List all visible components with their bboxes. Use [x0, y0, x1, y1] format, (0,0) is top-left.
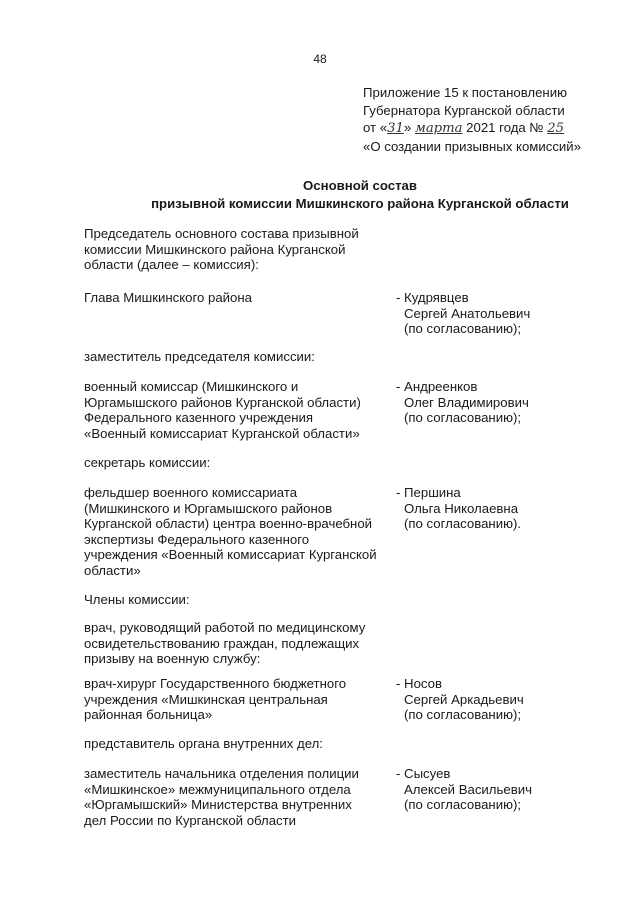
appendix-line-4: «О создании призывных комиссий» — [363, 138, 581, 154]
person-note: (по согласованию); — [404, 321, 522, 336]
text-line: области» — [84, 562, 141, 578]
text-line: районная больница» — [84, 707, 213, 722]
entry-person — [396, 379, 596, 426]
person-surname: - Кудрявцев — [396, 290, 469, 305]
text-line: «Юргамышский» Министерства внутренних — [84, 797, 352, 812]
text-line: учреждения «Военный комиссариат Курганской — [84, 547, 377, 562]
person-note: (по согласованию); — [404, 410, 522, 425]
text-line: Юргамышского районов Курганской области) — [84, 394, 361, 410]
text-line: Глава Мишкинского района — [84, 290, 252, 305]
person-note: (по согласованию); — [404, 797, 522, 812]
text-line: Председатель основного состава призывной — [84, 226, 359, 241]
entry-left — [84, 766, 396, 828]
text-line: Члены комиссии: — [84, 592, 190, 607]
person-name: Сергей Анатольевич — [404, 305, 531, 321]
text-line: области (далее – комиссия): — [84, 257, 259, 272]
entry-person — [396, 485, 596, 532]
text-line: фельдшер военного комиссариата — [84, 485, 298, 500]
person-surname: - Носов — [396, 676, 442, 691]
text-line: учреждения «Мишкинская центральная — [84, 691, 328, 707]
person-note: (по согласованию). — [404, 516, 522, 531]
entry-person — [396, 766, 596, 813]
person-name: Алексей Васильевич — [404, 781, 532, 797]
appendix-line-1: Приложение 15 к постановлению — [363, 85, 567, 100]
appendix-date-line — [363, 119, 633, 138]
text-line: освидетельствованию граждан, подлежащих — [84, 635, 360, 651]
entry-left — [84, 620, 396, 667]
person-surname: - Першина — [396, 485, 461, 500]
entry-left — [84, 455, 396, 471]
text-line: Федерального казенного учреждения — [84, 410, 313, 425]
text-line: комиссии Мишкинского района Курганской — [84, 241, 346, 257]
title-line-2: призывной комиссии Мишкинского района Курганской области — [151, 195, 569, 211]
text-line: военный комиссар (Мишкинского и — [84, 379, 299, 394]
entry-left — [84, 349, 396, 365]
person-name: Сергей Аркадьевич — [404, 691, 524, 707]
text-line: «Мишкинское» межмуниципального отдела — [84, 781, 351, 797]
entry-left — [84, 379, 396, 441]
text-line: заместитель начальника отделения полиции — [84, 766, 359, 781]
text-line: представитель органа внутренних дел: — [84, 736, 323, 751]
entry-left — [84, 676, 396, 723]
text-line: (Мишкинского и Юргамышского районов — [84, 500, 333, 516]
date-day-handwritten: 31 — [387, 121, 404, 136]
text-line: врач-хирург Государственного бюджетного — [84, 676, 347, 691]
text-line: Курганской области) центра военно-врачебной — [84, 516, 373, 531]
document-title — [60, 177, 640, 212]
doc-number-handwritten: 25 — [547, 121, 565, 136]
person-name: Ольга Николаевна — [404, 500, 519, 516]
title-line-1: Основной состав — [303, 178, 417, 193]
person-note: (по согласованию); — [404, 707, 522, 722]
date-prefix: от « — [363, 120, 388, 135]
text-line: врач, руководящий работой по медицинскому — [84, 620, 366, 635]
text-line: дел России по Курганской области — [84, 812, 297, 828]
page-number: 48 — [313, 52, 327, 66]
entry-left — [84, 290, 396, 306]
date-mid: » — [403, 120, 412, 135]
text-line: экспертизы Федерального казенного — [84, 531, 310, 547]
date-year: 2021 года № — [466, 120, 544, 135]
text-line: призыву на военную службу: — [84, 651, 261, 666]
text-line: заместитель председателя комиссии: — [84, 349, 315, 364]
entry-person — [396, 290, 596, 337]
date-month-handwritten: марта — [414, 121, 463, 136]
entry-left — [84, 736, 396, 752]
entry-left — [84, 485, 396, 578]
text-line: «Военный комиссариат Курганской области» — [84, 425, 360, 441]
entry-left — [84, 592, 396, 608]
entry-person — [396, 676, 596, 723]
text-line: секретарь комиссии: — [84, 455, 211, 470]
person-name: Олег Владимирович — [404, 394, 529, 410]
appendix-block — [363, 84, 633, 155]
person-surname: - Сысуев — [396, 766, 451, 781]
appendix-line-2: Губернатора Курганской области — [363, 102, 565, 118]
entry-left — [84, 226, 396, 273]
person-surname: - Андреенков — [396, 379, 478, 394]
